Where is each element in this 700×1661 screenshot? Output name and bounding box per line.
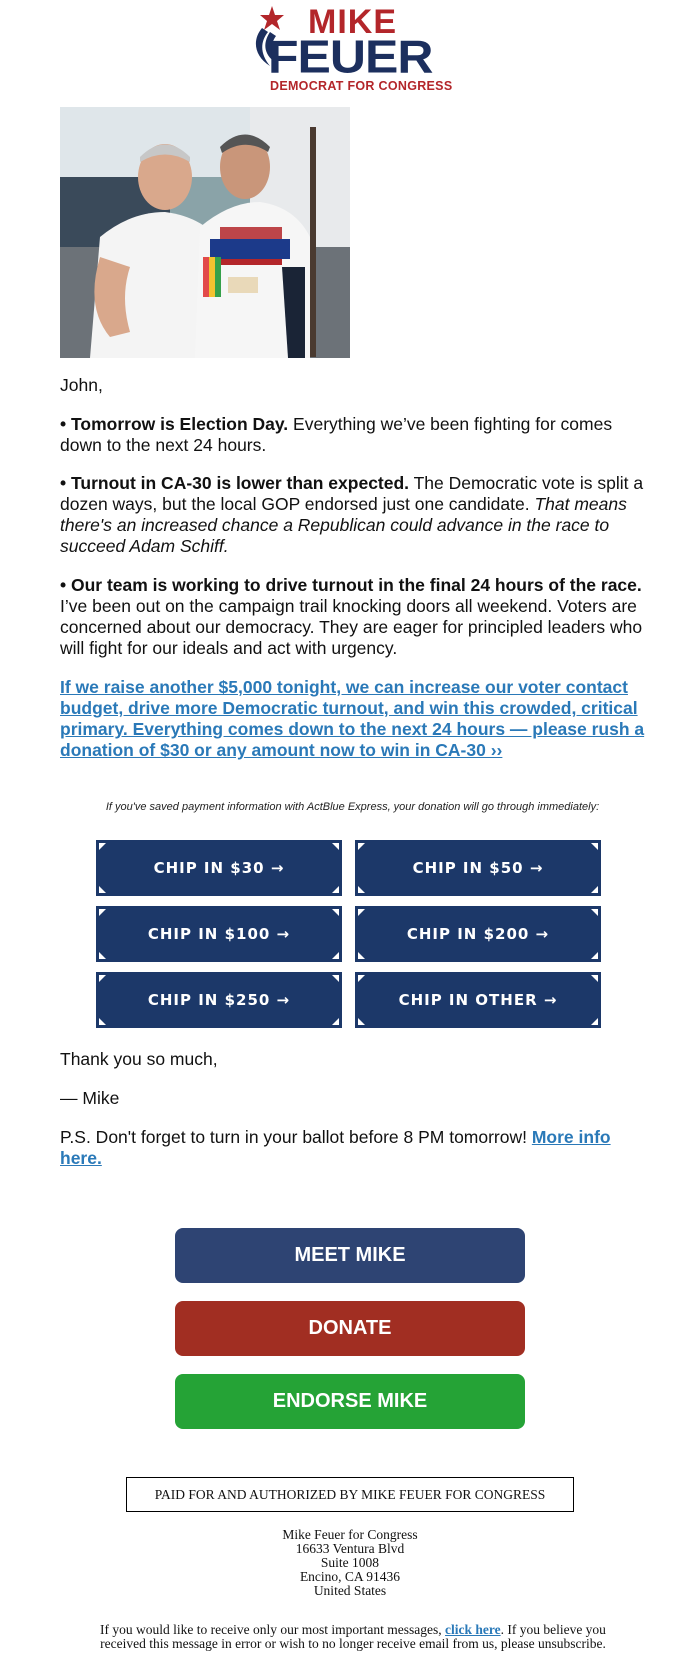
paragraph-bold: • Turnout in CA-30 is lower than expected. — [60, 473, 410, 493]
chip-label: CHIP IN OTHER → — [398, 991, 558, 1009]
chip-in-200-button[interactable] — [355, 906, 601, 962]
address-line: Encino, CA 91436 — [299, 1569, 401, 1584]
paragraph-team — [60, 575, 645, 659]
postscript-text: P.S. Don't forget to turn in your ballot before 8 PM tomorrow! — [60, 1127, 532, 1147]
paid-for-disclaimer: PAID FOR AND AUTHORIZED BY MIKE FEUER FOR CONGRESS — [126, 1477, 574, 1512]
endorse-mike-button[interactable]: ENDORSE MIKE — [175, 1374, 525, 1429]
donate-appeal-link[interactable]: If we raise another $5,000 tonight, we can increase our voter contact budget, drive more Democratic turnout, and win this crowded, critical primary. Everything comes down to the next 24 hours — please rush a donation of $30 or any amount now to win in CA-30 ›› — [60, 677, 645, 760]
chip-in-30-button[interactable] — [96, 840, 342, 896]
closing-thanks: Thank you so much, — [60, 1049, 218, 1069]
chip-label: CHIP IN $250 → — [147, 991, 291, 1009]
mailing-address — [0, 1528, 700, 1598]
paragraph-text: I’ve been out on the campaign trail knocking doors all weekend. Voters are concerned about our democracy. They are eager for principled leaders who will fight for our ideals and act with urgency. — [60, 596, 643, 658]
more-info-link[interactable]: More info here. — [60, 1127, 611, 1168]
paragraph-italic: That means there's an increased chance a Republican could advance in the race to succeed Adam Schiff. — [60, 494, 627, 556]
donate-button[interactable]: DONATE — [175, 1301, 525, 1356]
logo-name-bottom: FEUER — [268, 31, 433, 83]
meet-mike-button[interactable]: MEET MIKE — [175, 1228, 525, 1283]
paragraph-election-day — [60, 414, 645, 456]
chip-label: CHIP IN $100 → — [147, 925, 291, 943]
chip-in-100-button[interactable] — [96, 906, 342, 962]
chip-in-other-button[interactable] — [355, 972, 601, 1028]
address-line: Mike Feuer for Congress — [282, 1527, 418, 1542]
logo-name-top: MIKE — [308, 3, 397, 41]
address-line: 16633 Ventura Blvd — [295, 1541, 405, 1556]
paragraph-bold: • Our team is working to drive turnout in the final 24 hours of the race. — [60, 575, 642, 595]
paragraph-text: Everything we’ve been fighting for comes down to the next 24 hours. — [60, 414, 613, 455]
chip-label: CHIP IN $200 → — [406, 925, 550, 943]
postscript — [60, 1127, 645, 1169]
chip-label: CHIP IN $50 → — [412, 859, 544, 877]
address-line: United States — [313, 1583, 387, 1598]
actblue-express-note: If you've saved payment information with ActBlue Express, your donation will go through immediately: — [105, 801, 600, 813]
paragraph-turnout — [60, 473, 645, 557]
campaign-logo — [250, 4, 462, 94]
email-preferences-note — [88, 1623, 618, 1651]
signature: — Mike — [60, 1088, 120, 1108]
salutation: John, — [60, 375, 103, 395]
paragraph-bold: • Tomorrow is Election Day. — [60, 414, 289, 434]
chip-in-250-button[interactable] — [96, 972, 342, 1028]
chip-label: CHIP IN $30 → — [153, 859, 285, 877]
pref-text: . If you believe you received this message in error or wish to no longer receive email from us, please unsubscribe. — [100, 1622, 606, 1651]
logo-tagline: DEMOCRAT FOR CONGRESS — [270, 79, 453, 93]
campaign-photo — [60, 107, 350, 358]
pref-text: If you would like to receive only our most important messages, — [100, 1622, 445, 1637]
paragraph-text: The Democratic vote is split a dozen ways, but the local GOP endorsed just one candidate. — [60, 473, 644, 514]
address-line: Suite 1008 — [320, 1555, 380, 1570]
click-here-link[interactable]: click here — [444, 1622, 501, 1637]
chip-in-50-button[interactable] — [355, 840, 601, 896]
